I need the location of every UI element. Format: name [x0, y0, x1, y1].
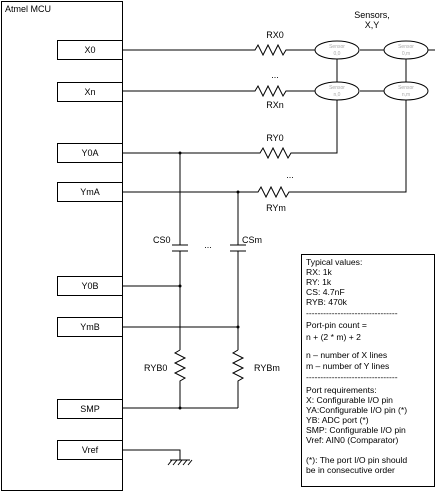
rx0-label: RX0: [266, 30, 284, 40]
info-req-title: Port requirements:: [306, 385, 377, 395]
pin-label-y0a: Y0A: [81, 148, 99, 158]
info-cs-value: CS: 4.7nF: [306, 287, 345, 297]
info-ry-value: RY: 1k: [306, 277, 332, 287]
cs-ellipsis: ...: [204, 240, 212, 250]
sensor-n-m-line2: n,m: [401, 92, 411, 98]
sensors-header-line2: X,Y: [364, 20, 380, 30]
pin-label-smp: SMP: [80, 404, 100, 414]
info-note-line2: be in consecutive order: [306, 465, 395, 475]
ryb0-label: RYB0: [144, 363, 168, 373]
sensor-0-0-line2: 0,0: [333, 51, 341, 57]
ground-hatching: [168, 460, 192, 465]
pin-label-vref: Vref: [81, 445, 99, 455]
info-note-line1: (*): The port I/O pin should: [306, 455, 408, 465]
pin-label-x0: X0: [84, 45, 96, 55]
info-req-smp: SMP: Configurable I/O pin: [306, 425, 406, 435]
info-pincount: [306, 320, 389, 371]
info-requirements: [306, 385, 407, 475]
info-ryb-value: RYB: 470k: [306, 297, 347, 307]
junction-dots: [179, 152, 240, 410]
yma-wire-with-rym: [122, 100, 406, 197]
rybm-label: RYBm: [254, 363, 280, 373]
info-req-vref: Vref: AIN0 (Comparator): [306, 435, 399, 445]
sensors-header-line1: Sensors,: [354, 10, 390, 20]
info-typical-values: [306, 257, 362, 307]
cs0-capacitor-plates: [172, 245, 188, 251]
rx-ellipsis: ...: [271, 70, 279, 80]
info-n-definition: n – number of X lines: [306, 350, 388, 360]
pin-label-ymb: YmB: [80, 322, 100, 332]
info-rx-value: RX: 1k: [306, 267, 332, 277]
mcu-title: Atmel MCU: [5, 4, 52, 14]
ryb0-resistor: [175, 350, 185, 408]
info-pincount-title: Port-pin count =: [306, 320, 367, 330]
sensor-0-0-line1: Sensor: [329, 44, 345, 50]
xn-wire-with-rxn: [122, 86, 315, 96]
pin-label-yma: YmA: [80, 187, 100, 197]
pin-label-xn: Xn: [84, 87, 96, 97]
info-req-yb: YB: ADC port (*): [306, 415, 369, 425]
ry-ellipsis: ...: [286, 170, 294, 180]
info-req-ya: YA:Configurable I/O pin (*): [306, 405, 408, 415]
rxn-label: RXn: [266, 100, 284, 110]
csm-capacitor-plates: [230, 245, 246, 251]
info-separator-2: --------------------------------: [306, 372, 398, 382]
info-m-definition: m – number of Y lines: [306, 361, 390, 371]
sensor-n-m-line1: Sensor: [398, 85, 414, 91]
cs0-label: CS0: [153, 235, 171, 245]
sensor-0-m-line2: 0,m: [401, 51, 411, 57]
x0-wire-with-rx0: [122, 45, 315, 55]
sensor-n-0-line2: n,0: [333, 92, 341, 98]
rybm-resistor: [233, 350, 243, 408]
mcu-box: [2, 2, 123, 491]
csm-label: CSm: [242, 235, 262, 245]
ry0-label: RY0: [266, 133, 284, 143]
pin-label-y0b: Y0B: [81, 281, 99, 291]
info-pincount-formula: n + (2 * m) + 2: [306, 332, 361, 342]
info-typical-title: Typical values:: [306, 257, 363, 267]
rym-label: RYm: [266, 203, 286, 213]
y0a-wire-with-ry0: [122, 100, 337, 158]
sensor-n-0-line1: Sensor: [329, 85, 345, 91]
sensor-0-m-line1: Sensor: [398, 44, 414, 50]
info-req-x: X: Configurable I/O pin: [306, 395, 393, 405]
info-separator-1: --------------------------------: [306, 308, 398, 318]
vref-wire: [122, 450, 180, 460]
